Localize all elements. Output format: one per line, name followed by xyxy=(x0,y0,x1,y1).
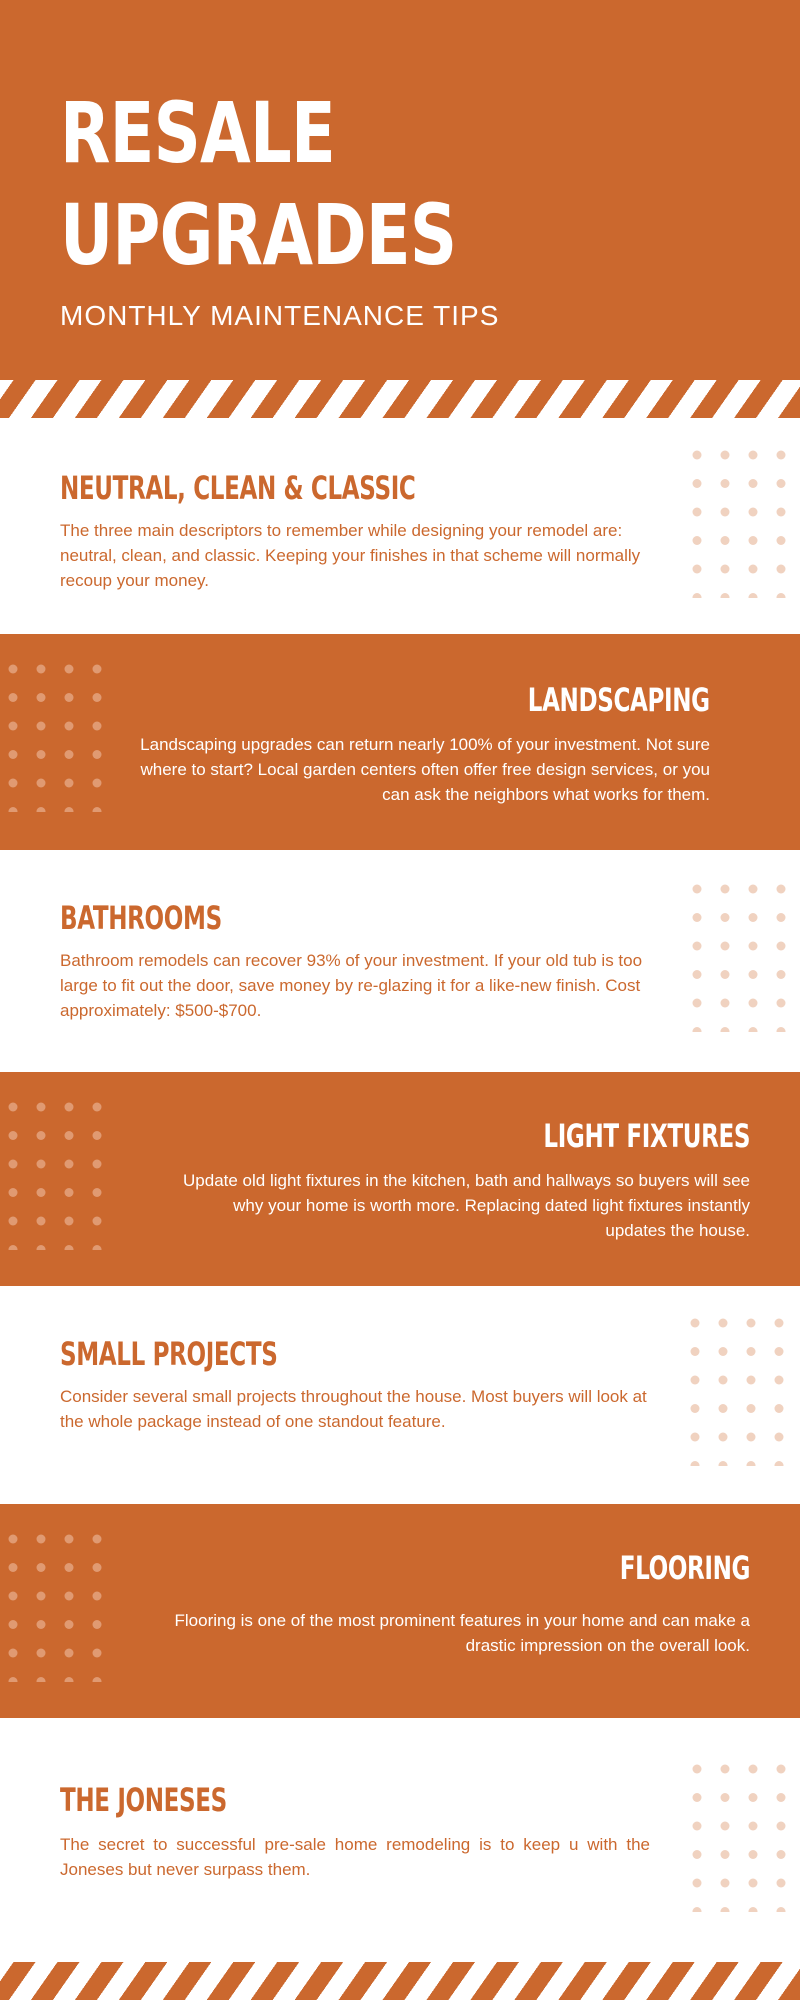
decorative-dot xyxy=(37,1188,46,1197)
page-subtitle: MONTHLY MAINTENANCE TIPS xyxy=(60,300,500,331)
decorative-dot xyxy=(37,1677,46,1682)
decorative-dot xyxy=(719,1461,728,1466)
section-neutral-clean-classic xyxy=(0,418,800,634)
decorative-dot xyxy=(693,1850,702,1859)
decorative-dot xyxy=(9,693,18,702)
decorative-dot xyxy=(65,1592,74,1601)
decorative-dot xyxy=(749,508,758,517)
section-body: Update old light fixtures in the kitchen, bath and hallways so buyers will see why your home is worth more. Replacing dated light fixtures instantly updates the house. xyxy=(183,1171,750,1240)
decorative-dot xyxy=(37,750,46,759)
decorative-dot xyxy=(721,1765,730,1774)
decorative-dot xyxy=(747,1461,756,1466)
decorative-dot xyxy=(749,536,758,545)
decorative-dot xyxy=(719,1347,728,1356)
decorative-dot xyxy=(37,1103,46,1112)
decorative-dot xyxy=(9,1217,18,1226)
decorative-dot xyxy=(37,1160,46,1169)
section-heading: THE JONESES xyxy=(60,1781,227,1819)
section-bathrooms xyxy=(0,850,800,1072)
decorative-dot xyxy=(65,693,74,702)
decorative-dot xyxy=(749,885,758,894)
decorative-dot xyxy=(721,451,730,460)
decorative-dot xyxy=(37,1563,46,1572)
decorative-dot xyxy=(9,1592,18,1601)
decorative-dot xyxy=(777,1822,786,1831)
decorative-dot xyxy=(721,942,730,951)
dot-pattern-decoration xyxy=(690,882,800,1032)
decorative-dot xyxy=(775,1376,784,1385)
decorative-dot xyxy=(693,885,702,894)
decorative-dot xyxy=(65,1160,74,1169)
decorative-dot xyxy=(749,942,758,951)
decorative-dot xyxy=(691,1433,700,1442)
decorative-dot xyxy=(777,885,786,894)
decorative-dot xyxy=(749,1879,758,1888)
decorative-dot xyxy=(749,565,758,574)
decorative-dot xyxy=(93,779,102,788)
dot-grid xyxy=(688,1316,798,1466)
decorative-dot xyxy=(693,593,702,598)
decorative-dot xyxy=(721,508,730,517)
decorative-dot xyxy=(693,1907,702,1912)
decorative-dot xyxy=(9,1563,18,1572)
decorative-dot xyxy=(747,1376,756,1385)
decorative-dot xyxy=(691,1461,700,1466)
decorative-dot xyxy=(749,913,758,922)
decorative-dot xyxy=(37,1592,46,1601)
section-the-joneses xyxy=(0,1718,800,1962)
decorative-dot xyxy=(693,1822,702,1831)
section-heading: NEUTRAL, CLEAN & CLASSIC xyxy=(60,469,416,507)
decorative-dot xyxy=(777,508,786,517)
decorative-dot xyxy=(775,1433,784,1442)
dot-grid xyxy=(6,1100,116,1250)
decorative-dot xyxy=(65,722,74,731)
decorative-dot xyxy=(93,1245,102,1250)
dot-pattern-decoration xyxy=(6,662,116,812)
decorative-dot xyxy=(775,1404,784,1413)
decorative-dot xyxy=(749,1027,758,1032)
dot-grid xyxy=(690,1762,800,1912)
dot-pattern-decoration xyxy=(690,1762,800,1912)
decorative-dot xyxy=(721,1850,730,1859)
decorative-dot xyxy=(749,1907,758,1912)
decorative-dot xyxy=(749,593,758,598)
decorative-dot xyxy=(693,451,702,460)
decorative-dot xyxy=(9,1535,18,1544)
dot-pattern-decoration xyxy=(6,1100,116,1250)
decorative-dot xyxy=(9,1620,18,1629)
decorative-dot xyxy=(749,1822,758,1831)
section-heading: LANDSCAPING xyxy=(528,681,710,719)
decorative-dot xyxy=(65,779,74,788)
decorative-dot xyxy=(93,1677,102,1682)
decorative-dot xyxy=(65,1535,74,1544)
decorative-dot xyxy=(693,536,702,545)
decorative-dot xyxy=(719,1376,728,1385)
decorative-dot xyxy=(721,1879,730,1888)
decorative-dot xyxy=(93,1188,102,1197)
decorative-dot xyxy=(65,1620,74,1629)
section-heading: BATHROOMS xyxy=(60,899,222,937)
dot-grid xyxy=(690,882,800,1032)
decorative-dot xyxy=(37,665,46,674)
dot-grid xyxy=(690,448,800,598)
decorative-dot xyxy=(749,999,758,1008)
decorative-dot xyxy=(693,970,702,979)
decorative-dot xyxy=(65,750,74,759)
decorative-dot xyxy=(93,1563,102,1572)
decorative-dot xyxy=(9,1245,18,1250)
decorative-dot xyxy=(693,508,702,517)
decorative-dot xyxy=(65,1188,74,1197)
section-body: The three main descriptors to remember while designing your remodel are: neutral, clean, and classic. Keeping your finishes in that scheme will normally recoup your money. xyxy=(60,521,641,590)
decorative-dot xyxy=(747,1347,756,1356)
decorative-dot xyxy=(721,593,730,598)
decorative-dot xyxy=(719,1319,728,1328)
decorative-dot xyxy=(691,1319,700,1328)
section-heading: SMALL PROJECTS xyxy=(60,1335,278,1373)
decorative-dot xyxy=(37,779,46,788)
section-body: Landscaping upgrades can return nearly 100% of your investment. Not sure where to start? Local garden centers often offer free design services, or you can ask the neighbors what works for them. xyxy=(140,735,710,804)
decorative-dot xyxy=(9,1649,18,1658)
decorative-dot xyxy=(721,1822,730,1831)
decorative-dot xyxy=(93,750,102,759)
decorative-dot xyxy=(721,1907,730,1912)
section-landscaping xyxy=(0,634,800,850)
dot-pattern-decoration xyxy=(688,1316,798,1466)
decorative-dot xyxy=(777,593,786,598)
decorative-dot xyxy=(93,1103,102,1112)
decorative-dot xyxy=(65,1563,74,1572)
decorative-dot xyxy=(93,665,102,674)
decorative-dot xyxy=(721,479,730,488)
decorative-dot xyxy=(721,565,730,574)
decorative-dot xyxy=(9,1188,18,1197)
dot-pattern-decoration xyxy=(690,448,800,598)
decorative-dot xyxy=(777,1907,786,1912)
decorative-dot xyxy=(775,1347,784,1356)
decorative-dot xyxy=(777,451,786,460)
decorative-dot xyxy=(777,970,786,979)
decorative-dot xyxy=(37,693,46,702)
decorative-dot xyxy=(9,665,18,674)
decorative-dot xyxy=(93,1131,102,1140)
decorative-dot xyxy=(93,1160,102,1169)
decorative-dot xyxy=(37,1131,46,1140)
section-body: Flooring is one of the most prominent features in your home and can make a drastic impression on the overall look. xyxy=(174,1611,750,1655)
section-heading: FLOORING xyxy=(619,1549,750,1587)
decorative-dot xyxy=(93,722,102,731)
decorative-dot xyxy=(749,451,758,460)
decorative-dot xyxy=(9,722,18,731)
decorative-dot xyxy=(9,779,18,788)
section-body: The secret to successful pre-sale home remodeling is to keep u with the Joneses but never surpass them. xyxy=(60,1835,650,1879)
decorative-dot xyxy=(9,1103,18,1112)
decorative-dot xyxy=(93,1592,102,1601)
decorative-dot xyxy=(693,942,702,951)
decorative-dot xyxy=(65,1649,74,1658)
decorative-dot xyxy=(37,807,46,812)
decorative-dot xyxy=(37,1535,46,1544)
decorative-dot xyxy=(9,1160,18,1169)
decorative-dot xyxy=(93,807,102,812)
decorative-dot xyxy=(65,807,74,812)
decorative-dot xyxy=(777,1793,786,1802)
section-body: Consider several small projects throughout the house. Most buyers will look at the whole package instead of one standout feature. xyxy=(60,1387,647,1431)
decorative-dot xyxy=(719,1404,728,1413)
decorative-dot xyxy=(693,1793,702,1802)
decorative-dot xyxy=(691,1376,700,1385)
decorative-dot xyxy=(9,807,18,812)
decorative-dot xyxy=(693,1027,702,1032)
dot-pattern-decoration xyxy=(6,1532,116,1682)
decorative-dot xyxy=(749,1850,758,1859)
decorative-dot xyxy=(721,970,730,979)
decorative-dot xyxy=(65,1103,74,1112)
decorative-dot xyxy=(777,1850,786,1859)
decorative-dot xyxy=(721,536,730,545)
decorative-dot xyxy=(777,565,786,574)
decorative-dot xyxy=(721,885,730,894)
decorative-dot xyxy=(65,1217,74,1226)
decorative-dot xyxy=(37,1620,46,1629)
decorative-dot xyxy=(9,1677,18,1682)
decorative-dot xyxy=(775,1319,784,1328)
section-flooring xyxy=(0,1504,800,1718)
decorative-dot xyxy=(93,1535,102,1544)
decorative-dot xyxy=(9,750,18,759)
decorative-dot xyxy=(749,479,758,488)
decorative-dot xyxy=(65,1677,74,1682)
decorative-dot xyxy=(721,913,730,922)
decorative-dot xyxy=(747,1433,756,1442)
decorative-dot xyxy=(777,1879,786,1888)
decorative-dot xyxy=(721,1793,730,1802)
decorative-dot xyxy=(777,942,786,951)
dot-grid xyxy=(6,1532,116,1682)
decorative-dot xyxy=(693,565,702,574)
section-small-projects xyxy=(0,1286,800,1504)
decorative-dot xyxy=(93,693,102,702)
decorative-dot xyxy=(65,1245,74,1250)
stripe-divider-bottom xyxy=(0,1962,800,2000)
decorative-dot xyxy=(777,479,786,488)
decorative-dot xyxy=(777,536,786,545)
decorative-dot xyxy=(93,1217,102,1226)
decorative-dot xyxy=(693,913,702,922)
section-heading: LIGHT FIXTURES xyxy=(543,1117,750,1155)
decorative-dot xyxy=(777,999,786,1008)
decorative-dot xyxy=(747,1404,756,1413)
decorative-dot xyxy=(693,1879,702,1888)
decorative-dot xyxy=(691,1404,700,1413)
decorative-dot xyxy=(721,999,730,1008)
decorative-dot xyxy=(749,970,758,979)
decorative-dot xyxy=(749,1765,758,1774)
dot-grid xyxy=(6,662,116,812)
decorative-dot xyxy=(719,1433,728,1442)
decorative-dot xyxy=(775,1461,784,1466)
decorative-dot xyxy=(37,1217,46,1226)
decorative-dot xyxy=(37,1649,46,1658)
decorative-dot xyxy=(37,1245,46,1250)
decorative-dot xyxy=(693,999,702,1008)
decorative-dot xyxy=(9,1131,18,1140)
decorative-dot xyxy=(37,722,46,731)
decorative-dot xyxy=(721,1027,730,1032)
decorative-dot xyxy=(65,1131,74,1140)
decorative-dot xyxy=(693,479,702,488)
section-light-fixtures xyxy=(0,1072,800,1286)
decorative-dot xyxy=(93,1620,102,1629)
stripe-divider-top xyxy=(0,380,800,418)
page-title: RESALE UPGRADES xyxy=(60,84,457,284)
decorative-dot xyxy=(747,1319,756,1328)
section-body: Bathroom remodels can recover 93% of your investment. If your old tub is too large to fit out the door, save money by re-glazing it for a like-new finish. Cost approximately: $500-$700. xyxy=(60,951,643,1020)
decorative-dot xyxy=(777,1765,786,1774)
decorative-dot xyxy=(777,1027,786,1032)
header-banner xyxy=(0,0,800,380)
decorative-dot xyxy=(749,1793,758,1802)
decorative-dot xyxy=(691,1347,700,1356)
decorative-dot xyxy=(693,1765,702,1774)
decorative-dot xyxy=(65,665,74,674)
decorative-dot xyxy=(777,913,786,922)
decorative-dot xyxy=(93,1649,102,1658)
